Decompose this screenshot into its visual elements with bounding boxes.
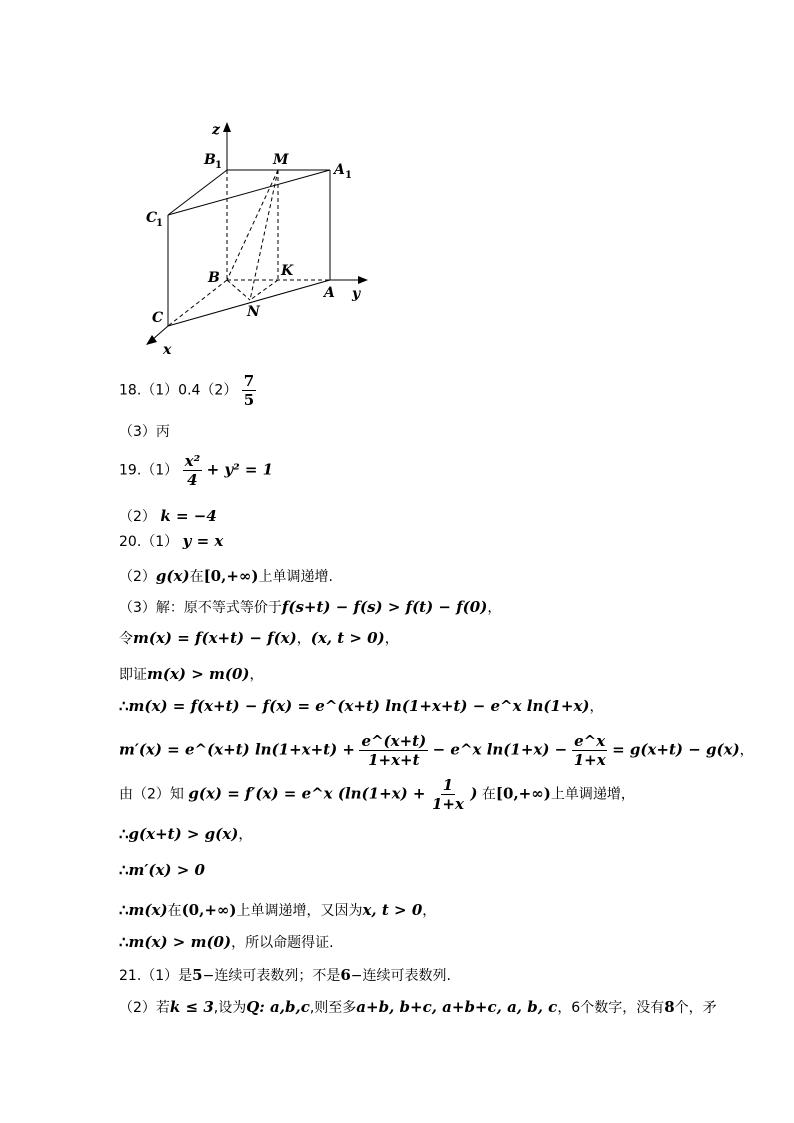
q20-gx-def-a: g(x) = f′(x) = e^x (ln(1+x) + <box>188 784 426 803</box>
label-x: x <box>163 342 172 358</box>
q18-part3: （3）丙 <box>119 424 170 440</box>
label-c1: C <box>146 210 158 226</box>
therefore-symbol: ∴ <box>119 861 129 879</box>
label-a: A <box>324 285 335 301</box>
y-axis-arrow <box>358 276 368 284</box>
q18-line2 <box>119 422 170 442</box>
q20-mx: m(x) <box>128 901 168 919</box>
q21-six-numbers: ，6个数字，没有 <box>557 1000 665 1016</box>
q20-mx-gt-m0: m(x) > m(0) <box>147 665 250 683</box>
q21-line2 <box>119 997 717 1018</box>
q20-part2-label: （2） <box>119 569 156 585</box>
frac1-den: 1+x+t <box>368 751 420 769</box>
therefore-symbol: ∴ <box>119 901 129 919</box>
q21-sequence-q: Q: a,b,c <box>246 998 310 1016</box>
edge-c1-b1 <box>168 170 227 215</box>
q21-line1 <box>119 965 451 986</box>
q20-gx: g(x) <box>155 567 190 585</box>
q19-equation-rest: + y² = 1 <box>206 460 274 479</box>
q21-label: 21.（1）是 <box>119 968 193 984</box>
q20-line9 <box>119 824 252 845</box>
q18-label: 18.（1）0.4（2） <box>119 382 238 399</box>
label-a1-sub: 1 <box>345 170 352 181</box>
q20-mprime-positive: m′(x) > 0 <box>128 861 205 879</box>
q20-line10 <box>119 860 205 881</box>
prism-diagram <box>140 118 380 358</box>
q21-sums: a+b, b+c, a+b+c, a, b, c <box>356 998 558 1016</box>
q20-comma4: ， <box>589 699 604 715</box>
q20-punct: ， <box>487 600 502 616</box>
q20-line3 <box>119 597 501 618</box>
q20-gx-def-b: ) <box>470 784 478 803</box>
q20-inequality: f(s+t) − f(s) > f(t) − f(0) <box>281 598 488 616</box>
label-y: y <box>352 286 361 302</box>
label-m: M <box>273 152 289 168</box>
q20-g-compare: g(x+t) > g(x) <box>128 825 239 843</box>
label-a1: A <box>334 162 345 178</box>
label-n: N <box>247 304 260 320</box>
q20-from2: 由（2）知 <box>119 786 184 803</box>
q20-comma5: ， <box>739 742 754 759</box>
q19-line2 <box>119 506 217 527</box>
q21-part2-label: （2）若 <box>119 1000 170 1016</box>
label-b1-sub: 1 <box>215 160 222 171</box>
edge-b-c <box>168 280 227 326</box>
frac1-num: e^(x+t) <box>361 732 427 750</box>
q19-part2-label: （2） <box>119 509 156 525</box>
q20-interval: [0,+∞) <box>203 567 259 585</box>
q21-k-le-3: k ≤ 3 <box>169 998 214 1016</box>
q20-line2 <box>119 566 333 587</box>
q21-at-most: ,则至多 <box>309 1000 357 1016</box>
q20-interval3: (0,+∞) <box>181 901 237 919</box>
q18-fraction <box>242 372 256 409</box>
therefore-symbol: ∴ <box>119 933 129 951</box>
edge-c1-a1 <box>168 170 330 215</box>
q20-let: 令 <box>119 631 133 647</box>
q20-interval2: [0,+∞) <box>495 784 551 803</box>
q20-line6 <box>119 696 604 717</box>
therefore-symbol: ∴ <box>119 825 129 843</box>
q20-derivative-c: = g(x+t) − g(x) <box>612 740 740 759</box>
q21-five: 5 <box>192 966 203 984</box>
q20-part3-label: （3）解：原不等式等价于 <box>119 600 282 616</box>
edge-k-n <box>250 280 278 300</box>
q20-comma7: ， <box>422 903 437 919</box>
z-axis-arrow <box>223 122 231 132</box>
edge-b-n <box>227 280 250 300</box>
q21-text1: −连续可表数列；不是 <box>202 968 341 984</box>
q20-comma: ， <box>296 631 311 647</box>
q20-line12 <box>119 932 334 953</box>
q20-line7 <box>119 732 754 769</box>
q18-line1 <box>119 372 256 409</box>
frac2-den: 1+x <box>573 751 606 769</box>
q18-frac-num: 7 <box>243 372 255 390</box>
q20-derivative-a: m′(x) = e^(x+t) ln(1+x+t) + <box>119 740 355 759</box>
q20-line1 <box>119 531 223 552</box>
label-c: C <box>152 310 164 326</box>
frac3-num: 1 <box>442 776 454 794</box>
q20-because: 上单调递增，又因为 <box>236 903 363 919</box>
q20-line4 <box>119 628 399 649</box>
q20-derivative-frac2 <box>572 732 608 769</box>
q21-six: 6 <box>340 966 351 984</box>
frac3-den: 1+x <box>431 795 464 813</box>
q20-part1-answer: y = x <box>182 532 224 550</box>
q20-line5 <box>119 664 264 685</box>
q21-contradiction: 个，矛 <box>674 1000 717 1016</box>
q20-mx-expansion: m(x) = f(x+t) − f(x) = e^(x+t) ln(1+x+t) − e^x ln(1+x) <box>128 697 590 715</box>
q18-frac-den: 5 <box>243 391 255 409</box>
q19-fraction <box>183 452 203 489</box>
q20-text-zai: 在 <box>189 569 204 585</box>
q20-zai2: 在 <box>481 786 496 803</box>
therefore-symbol: ∴ <box>119 697 129 715</box>
q20-xt-positive: x, t > 0 <box>362 901 423 919</box>
q21-set-as: ,设为 <box>213 1000 247 1016</box>
q20-derivative-frac1 <box>359 732 428 769</box>
q21-text2: −连续可表数列. <box>350 968 451 984</box>
q20-gx-frac <box>430 776 466 813</box>
q20-prove: 即证 <box>119 667 147 683</box>
q20-comma6: ， <box>238 827 253 843</box>
q20-mx-def: m(x) = f(x+t) − f(x) <box>133 629 297 647</box>
q20-line8 <box>119 776 635 813</box>
q19-part2-answer: k = −4 <box>160 507 217 525</box>
q20-label: 20.（1） <box>119 534 179 550</box>
q19-label: 19.（1） <box>119 462 179 479</box>
q19-frac-num: x² <box>184 452 201 470</box>
q20-conclusion-text: ，所以命题得证. <box>231 935 334 951</box>
q20-condition: (x, t > 0) <box>310 629 385 647</box>
q20-text-increasing: 上单调递增. <box>258 569 333 585</box>
frac2-num: e^x <box>574 732 606 750</box>
label-b1: B <box>204 152 216 168</box>
label-z: z <box>212 122 220 138</box>
q20-increasing2: 上单调递增， <box>550 786 635 803</box>
label-b: B <box>208 270 220 286</box>
q20-conclusion-math: m(x) > m(0) <box>128 933 232 951</box>
x-axis <box>152 326 168 340</box>
q19-frac-den: 4 <box>187 471 198 489</box>
q20-line11 <box>119 900 436 921</box>
q19-line1 <box>119 452 273 489</box>
label-c1-sub: 1 <box>156 218 163 229</box>
q21-eight: 8 <box>664 998 675 1016</box>
q20-derivative-b: − e^x ln(1+x) − <box>432 740 568 759</box>
label-k: K <box>281 263 294 279</box>
q20-comma3: ， <box>249 667 264 683</box>
q20-zai3: 在 <box>167 903 182 919</box>
q20-comma2: ， <box>384 631 399 647</box>
